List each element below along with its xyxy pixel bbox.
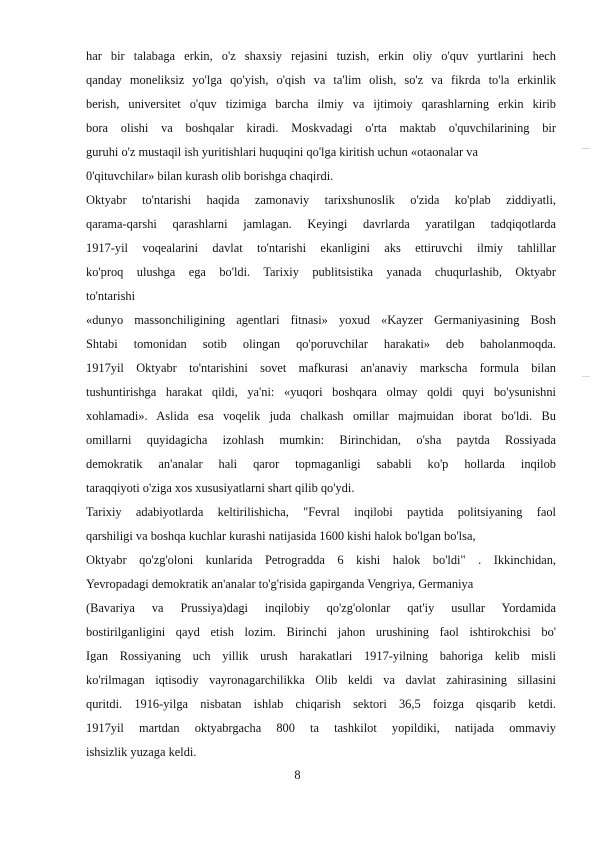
text-line: xohlamadi». Aslida esa voqelik juda chalkash omillar majmuidan iborat bo'ldi. Bu	[86, 409, 556, 423]
text-line: qarama-qarshi qarashlarni jamlagan. Keyingi davrlarda yaratilgan tadqiqotlarda	[86, 217, 556, 231]
text-line: 1917yil martdan oktyabrgacha 800 ta tashkilot yopildiki, natijada ommaviy	[86, 721, 556, 735]
text-line: Tarixiy adabiyotlarda keltirilishicha, "Fevral inqilobi paytida politsiyaning faol	[86, 505, 556, 519]
text-line: 0'qituvchilar» bilan kurash olib borishga chaqirdi.	[86, 169, 334, 183]
text-line: «dunyo massonchiligining agentlari fitnasi» yoxud «Kayzer Germaniyasining Bosh	[86, 313, 556, 327]
text-line: quritdi. 1916-yilga nisbatan ishlab chiqarish sektori 36,5 foizga qisqarib ketdi.	[86, 697, 556, 711]
text-line: Oktyabr qo'zg'oloni kunlarida Petrogradda 6 kishi halok bo'ldi" . Ikkinchidan,	[86, 553, 556, 567]
edge-mark	[582, 376, 590, 377]
text-line: tushuntirishga harakat qildi, ya'ni: «yuqori boshqara olmay qoldi quyi bo'ysunishni	[86, 385, 556, 399]
edge-mark	[582, 148, 590, 149]
text-line: berish, universitet o'quv tizimiga barcha ilmiy va ijtimoiy qarashlarning erkin kirib	[86, 97, 556, 111]
text-line: 1917-yil voqealarini davlat to'ntarishi ekanligini aks ettiruvchi ilmiy tahlillar	[86, 241, 556, 255]
text-line: demokratik an'analar hali qaror topmaganligi sababli ko'p hollarda inqilob	[86, 457, 556, 471]
text-line: taraqqiyoti o'ziga xos xususiyatlarni shart qilib qo'ydi.	[86, 481, 355, 495]
text-line: (Bavariya va Prussiya)dagi inqilobiy qo'zg'olonlar qat'iy usullar Yordamida	[86, 601, 556, 615]
text-line: qanday moneliksiz yo'lga qo'yish, o'qish va ta'lim olish, so'z va fikrda to'la erkinlik	[86, 73, 556, 87]
text-line: omillarni quyidagicha izohlash mumkin: Birinchidan, o'sha paytda Rossiyada	[86, 433, 556, 447]
body-text	[86, 44, 556, 764]
text-line: to'ntarishi	[86, 289, 136, 303]
text-line: bostirilganligini qayd etish lozim. Birinchi jahon urushining faol ishtirokchisi bo'	[86, 625, 556, 639]
text-line: ko'rilmagan iqtisodiy vayronagarchilikka Olib keldi va davlat zahirasining sillasini	[86, 673, 556, 687]
text-line: Shtabi tomonidan sotib olingan qo'poruvchilar harakati» deb baholanmoqda.	[86, 337, 556, 351]
text-line: Oktyabr to'ntarishi haqida zamonaviy tarixshunoslik o'zida ko'plab ziddiyatli,	[86, 193, 556, 207]
text-line: qarshiligi va boshqa kuchlar kurashi natijasida 1600 kishi halok bo'lgan bo'lsa,	[86, 529, 476, 543]
text-line: Igan Rossiyaning uch yillik urush harakatlari 1917-yilning bahoriga kelib misli	[86, 649, 556, 663]
text-line: ishsizlik yuzaga keldi.	[86, 745, 197, 759]
text-line: bora olishi va boshqalar kiradi. Moskvadagi o'rta maktab o'quvchilarining bir	[86, 121, 556, 135]
page-number: 8	[294, 768, 301, 782]
text-line: ko'proq ulushga ega bo'ldi. Tarixiy publitsistika yanada chuqurlashib, Oktyabr	[86, 265, 556, 279]
text-line: Yevropadagi demokratik an'analar to'g'risida gapirganda Vengriya, Germaniya	[86, 577, 474, 591]
text-line: har bir talabaga erkin, o'z shaxsiy rejasini tuzish, erkin oliy o'quv yurtlarini hech	[86, 49, 556, 63]
text-line: guruhi o'z mustaqil ish yuritishlari huquqini qo'lga kiritish uchun «otaonalar va	[86, 145, 478, 159]
text-line: 1917yil Oktyabr to'ntarishini sovet mafkurasi an'anaviy markscha formula bilan	[86, 361, 556, 375]
